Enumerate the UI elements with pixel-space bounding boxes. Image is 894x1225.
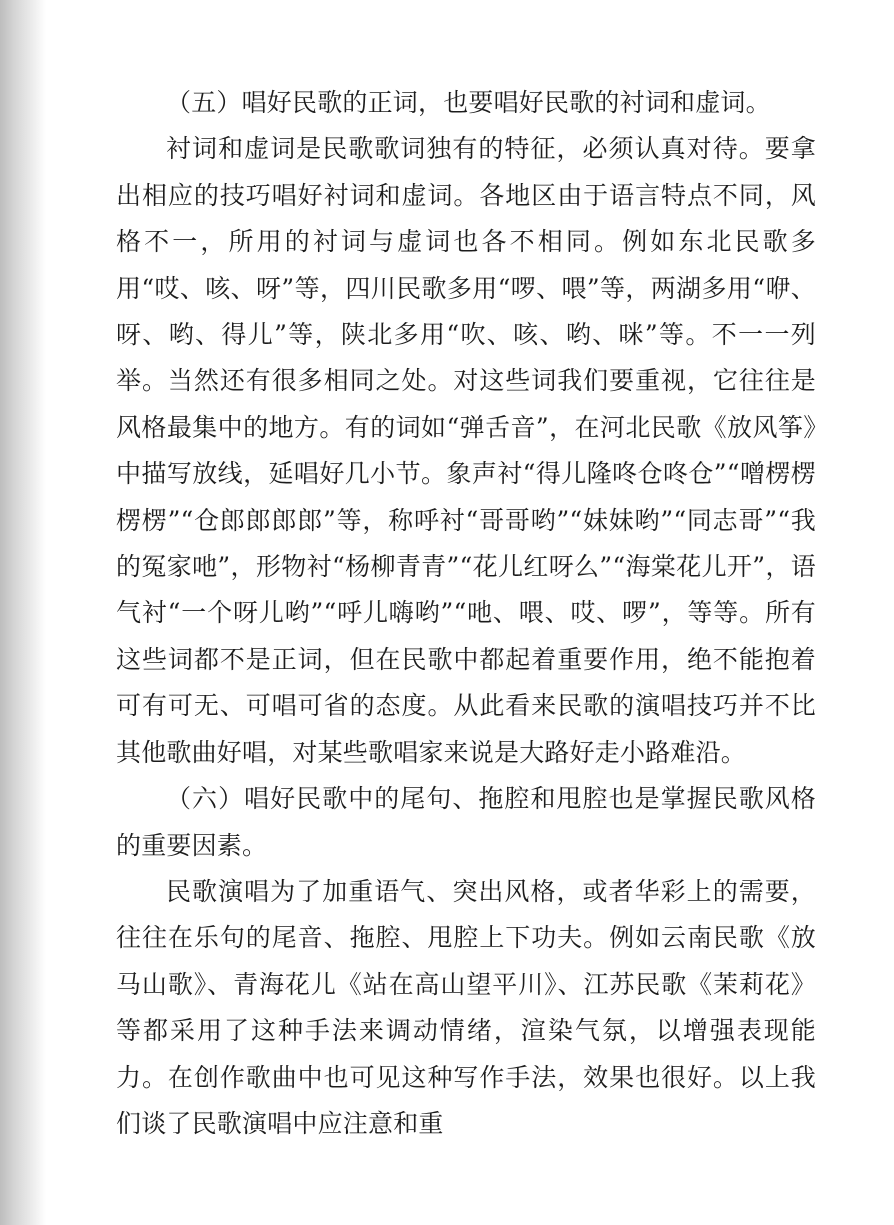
section-heading-five: （五）唱好民歌的正词，也要唱好民歌的衬词和虚词。 (166, 88, 771, 117)
body-text (116, 80, 816, 1147)
section-heading-six: （六）唱好民歌中的尾句、拖腔和甩腔也是掌握民歌风格的重要因素。 (116, 784, 816, 860)
paragraph-ending-phrases: 民歌演唱为了加重语气、突出风格，或者华彩上的需要，往往在乐句的尾音、拖腔、甩腔上下功夫。例如云南民歌《放马山歌》、青海花儿《站在高山望平川》、江苏民歌《茉莉花》等都采用了这种手法来调动情绪，渲染气氛，以增强表现能力。在创作歌曲中也可见这种写作手法，效果也很好。以上我们谈了民歌演唱中应注意和重 (116, 876, 816, 1138)
paragraph-lining-words: 衬词和虚词是民歌歌词独有的特征，必须认真对待。要拿出相应的技巧唱好衬词和虚词。各地区由于语言特点不同，风格不一，所用的衬词与虚词也各不相同。例如东北民歌多用“哎、咳、呀”等，四川民歌多用“啰、喂”等，两湖多用“咿、呀、哟、得儿”等，陕北多用“吹、咳、哟、咪”等。不一一列举。当然还有很多相同之处。对这些词我们要重视，它往往是风格最集中的地方。有的词如“弹舌音”，在河北民歌《放风筝》中描写放线，延唱好几小节。象声衬“得儿隆咚仓咚仓”“噌楞楞楞楞”“仓郎郎郎郎”等，称呼衬“哥哥哟”“妹妹哟”“同志哥”“我的冤家吔”，形物衬“杨柳青青”“花儿红呀么”“海棠花儿开”，语气衬“一个呀儿哟”“呼儿嗨哟”“吔、喂、哎、啰”，等等。所有这些词都不是正词，但在民歌中都起着重要作用，绝不能抱着可有可无、可唱可省的态度。从此看来民歌的演唱技巧并不比其他歌曲好唱，对某些歌唱家来说是大路好走小路难沿。 (116, 134, 816, 767)
book-spine-shadow (0, 0, 46, 1225)
